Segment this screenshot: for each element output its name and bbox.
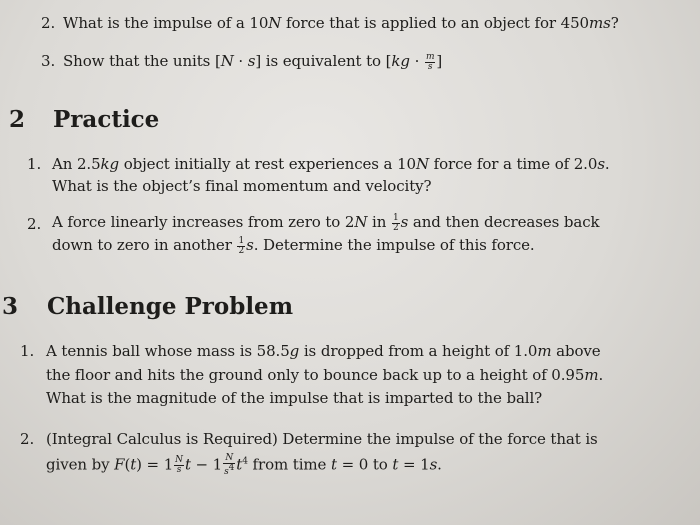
practice-2-number: 2. [27,215,42,233]
practice-1-number: 1. [27,155,42,173]
section-practice-title: Practice [53,106,160,133]
section-challenge-title: Challenge Problem [47,293,294,320]
challenge-2-line-1: (Integral Calculus is Required) Determine the impulse of the force that is [46,430,598,448]
question-2-number: 2. [41,14,56,32]
challenge-2-line-2: given by F(t) = 1 $\frac{N}{s}$ t − 1 $\frac{N}{s^4}$ $t^4$ from time t = 0 to t = 1s. [46,453,442,477]
practice-1-line-2: What is the object’s final momentum and velocity? [52,177,432,195]
challenge-1-line-2: the floor and hits the ground only to bounce back up to a height of 0.95m. [46,366,604,384]
section-3-number: 3 [2,293,19,320]
section-2-number: 2 [9,106,26,133]
question-3-text: Show that the units [N · s] is equivalent to [kg · $\frac{m}{s}$ ] [63,51,443,72]
practice-2-line-1: A force linearly increases from zero to 2N in $\frac{1}{2}$ s and then decreases back [52,212,600,233]
challenge-1-line-3: What is the magnitude of the impulse that is imparted to the ball? [46,389,543,407]
question-2-text: What is the impulse of a 10N force that is applied to an object for 450ms? [63,14,619,32]
practice-2-line-2: down to zero in another $\frac{1}{2}$ s. Determine the impulse of this force. [52,235,535,256]
practice-1-line-1: An 2.5kg object initially at rest experiences a 10N force for a time of 2.0s. [52,155,610,173]
challenge-1-line-1: A tennis ball whose mass is 58.5g is dropped from a height of 1.0m above [46,342,601,360]
challenge-2-number: 2. [20,430,35,448]
question-3-number: 3. [41,52,56,70]
challenge-1-number: 1. [20,342,35,360]
